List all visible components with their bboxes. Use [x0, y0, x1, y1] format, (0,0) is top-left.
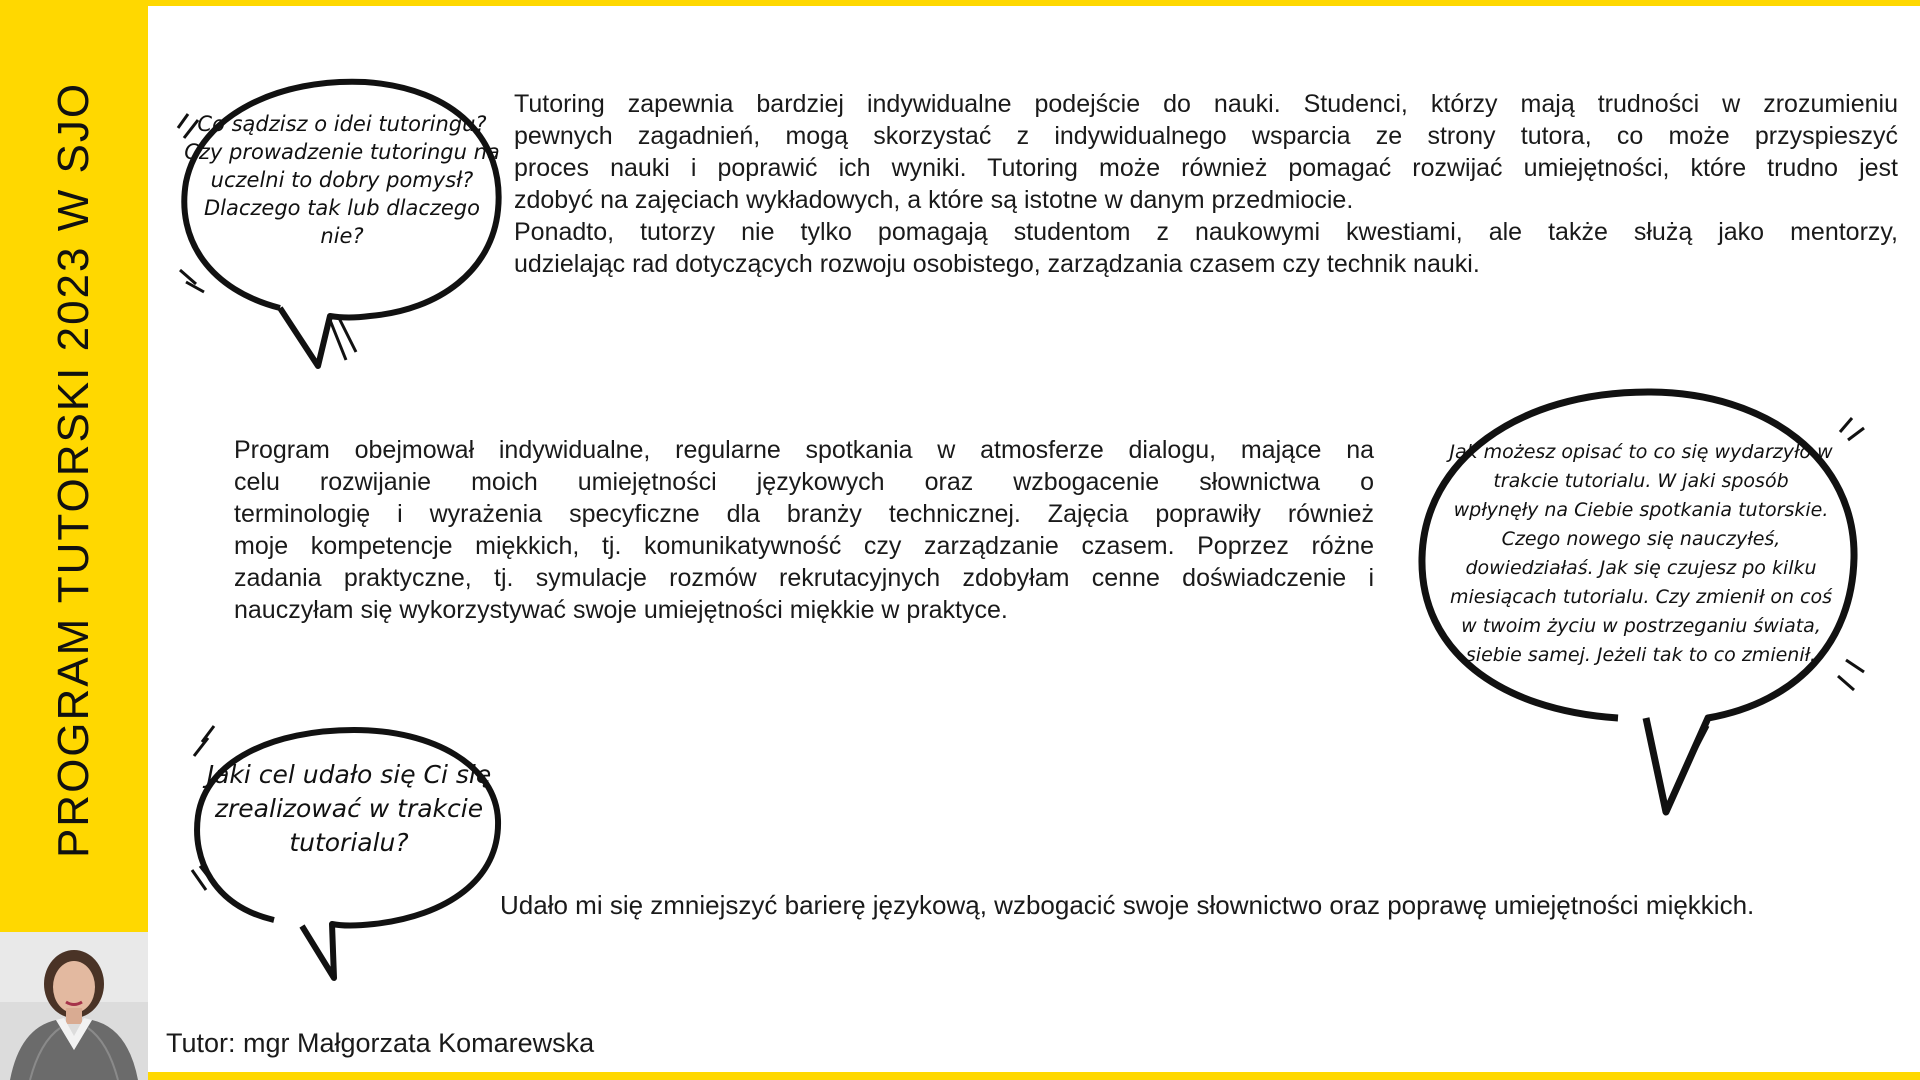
- sidebar: [0, 0, 148, 1080]
- answer-2-line: terminologię i wyrażenia specyficzne dla branży technicznej. Zajęcia poprawiły również: [234, 500, 1374, 528]
- answer-1-line: udzielając rad dotyczących rozwoju osobistego, zarządzania czasem czy technik nauki.: [514, 250, 1480, 278]
- question-1-text: Co sądzisz o idei tutoringu? Czy prowadzenie tutoringu na uczelni to dobry pomysł? Dlaczego tak lub dlaczego nie?: [184, 112, 500, 248]
- answer-2-paragraph: [234, 434, 1374, 626]
- answer-2-line: zadania praktyczne, tj. symulacje rozmów rekrutacyjnych zdobyłam cenne doświadczenie i: [234, 564, 1374, 592]
- answer-1-line: pewnych zagadnień, mogą skorzystać z indywidualnego wsparcia ze strony tutora, co może przyspieszyć: [514, 122, 1898, 150]
- answer-3-text: Udało mi się zmniejszyć barierę językową, wzbogacić swoje słownictwo oraz poprawę umiejętności miękkich.: [500, 890, 1755, 920]
- question-3-text: Jaki cel udało się Ci się zrealizować w trakcie tutorialu?: [206, 760, 492, 857]
- answer-1-paragraph: [514, 88, 1898, 280]
- tutor-photo: [0, 932, 148, 1080]
- answer-2-line: celu rozwijanie moich umiejętności językowych oraz wzbogacenie słownictwa o: [234, 468, 1374, 496]
- question-bubble-2: [1408, 380, 1874, 820]
- answer-1-line: proces nauki i poprawić ich wyniki. Tutoring może również pomagać rozwijać umiejętności, które trudno jest: [514, 154, 1898, 182]
- program-title: PROGRAM TUTORSKI 2023 W SJO: [49, 81, 98, 859]
- answer-1-line: zdobyć na zajęciach wykładowych, a które są istotne w danym przedmiocie.: [514, 186, 1354, 214]
- answer-2-line: Program obejmował indywidualne, regularne spotkania w atmosferze dialogu, mające na: [234, 436, 1374, 464]
- answer-2-line: nauczyłam się wykorzystywać swoje umiejętności miękkie w praktyce.: [234, 596, 1008, 624]
- question-bubble-3: [184, 720, 514, 985]
- question-2-text: Jak możesz opisać to co się wydarzyło w trakcie tutorialu. W jaki sposób wpłynęły na Ciebie spotkania tutorskie. Czego nowego się nauczyłeś, dowiedziałaś. Jak się czujesz po kilku miesiącach tutorialu. Czy zmienił on coś w twoim życiu w postrzeganiu świata, siebie samej. Jeżeli tak to co zmienił.: [1449, 441, 1833, 666]
- question-bubble-1: [170, 70, 510, 380]
- answer-1-line: Tutoring zapewnia bardziej indywidualne podejście do nauki. Studenci, którzy mają trudności w zrozumieniu: [514, 90, 1898, 118]
- answer-2-line: moje kompetencje miękkich, tj. komunikatywność czy zarządzanie czasem. Poprzez różne: [234, 532, 1374, 560]
- answer-1-line: Ponadto, tutorzy nie tylko pomagają studentom z naukowymi kwestiami, ale także służą jako mentorzy,: [514, 218, 1898, 246]
- tutor-name: Tutor: mgr Małgorzata Komarewska: [166, 1028, 595, 1058]
